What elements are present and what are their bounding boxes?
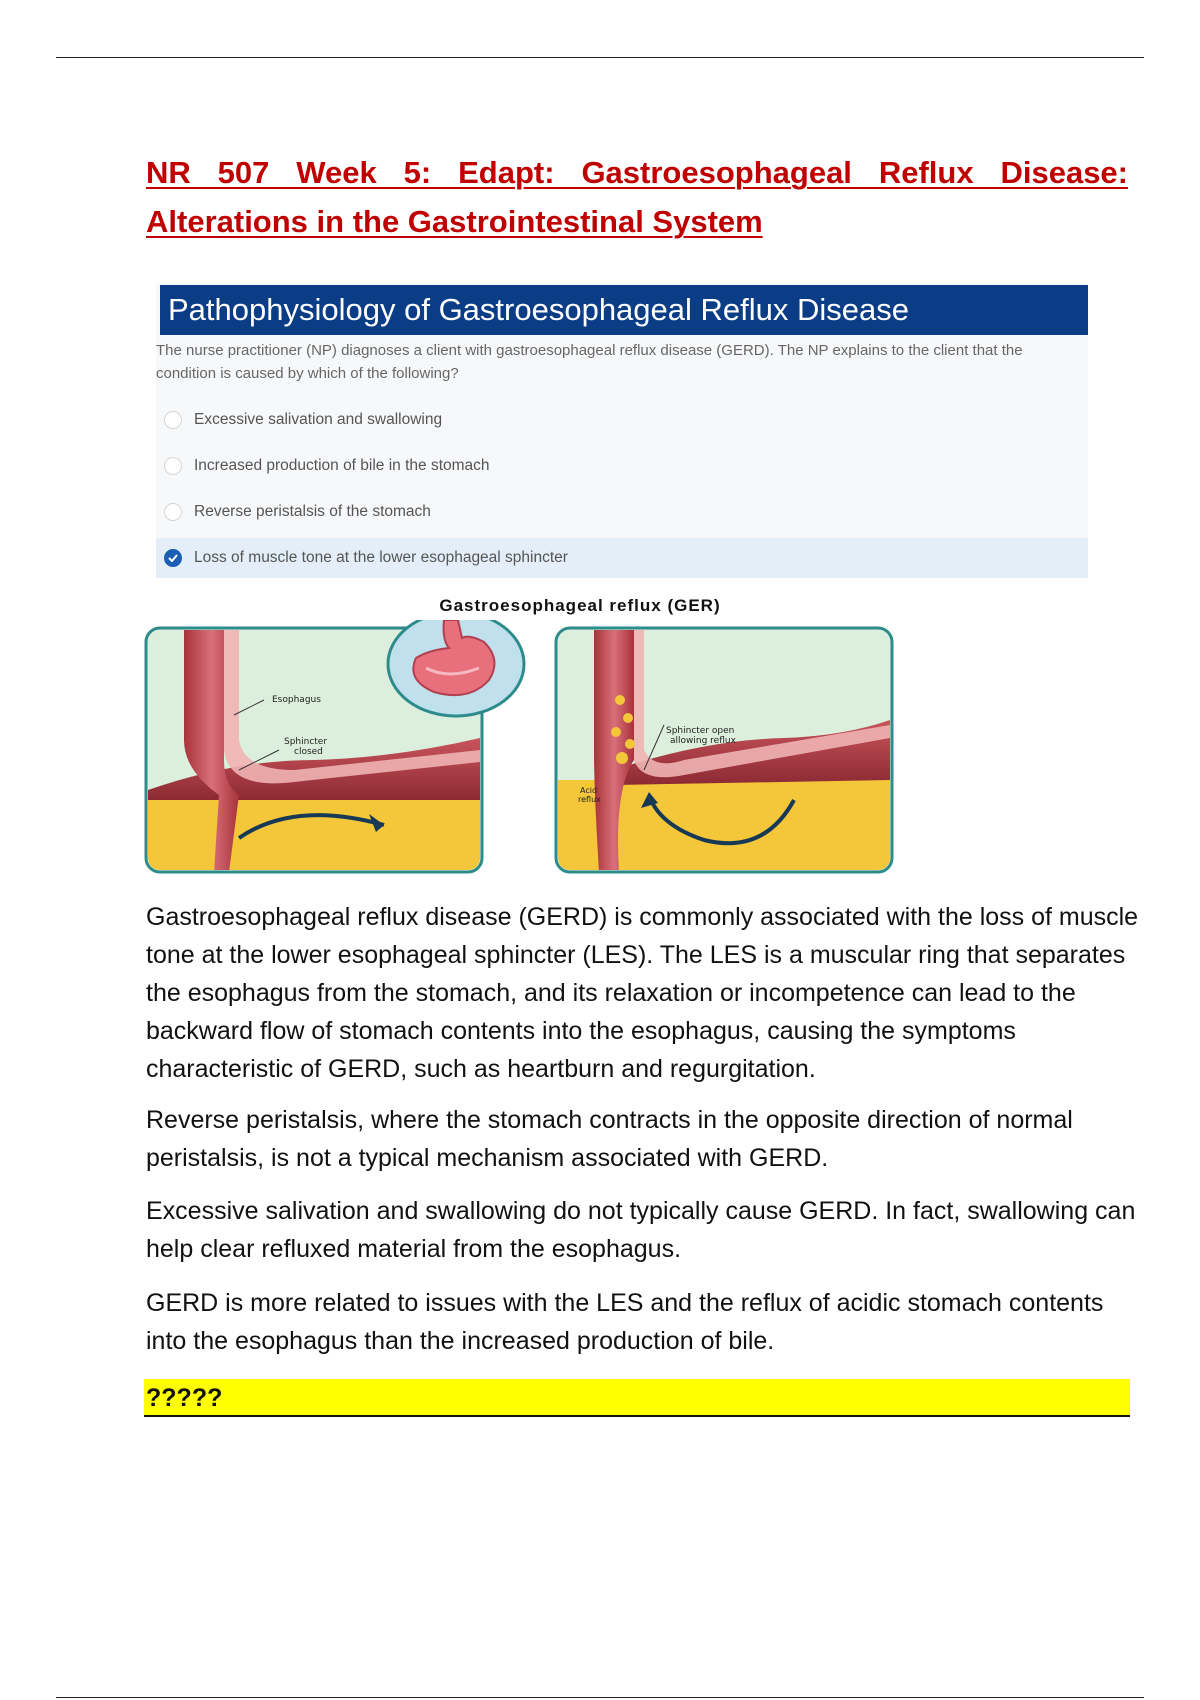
label-sphincter-open-1: Sphincter open [666, 726, 735, 736]
answer-option-label: Loss of muscle tone at the lower esophageal sphincter [194, 549, 568, 566]
label-acid-1: Acid [580, 786, 598, 795]
highlight-bar: ????? [144, 1379, 1130, 1417]
radio-checked-icon[interactable] [164, 549, 182, 567]
radio-unchecked-icon[interactable] [164, 457, 182, 475]
stomach-inset [388, 620, 524, 716]
title-line-2: Alterations in the Gastrointestinal System [146, 204, 763, 239]
document-title [146, 148, 1128, 246]
quiz-question: The nurse practitioner (NP) diagnoses a client with gastroesophageal reflux disease (GERD). The NP explains to the client that the condition is caused by which of the following? [156, 342, 1023, 382]
explanation-paragraph-3: Excessive salivation and swallowing do not typically cause GERD. In fact, swallowing can help clear refluxed material from the esophagus. [146, 1197, 1136, 1263]
radio-unchecked-icon[interactable] [164, 503, 182, 521]
answer-option-label: Excessive salivation and swallowing [194, 411, 443, 428]
illustration-title: Gastroesophageal reflux (GER) [439, 596, 721, 615]
explanation-paragraph-2: Reverse peristalsis, where the stomach contracts in the opposite direction of normal peristalsis, is not a typical mechanism associated with GERD. [146, 1106, 1073, 1172]
answer-option-selected[interactable] [156, 538, 1088, 578]
checkmark-icon [168, 554, 178, 562]
label-sphincter-closed-1: Sphincter [284, 737, 328, 747]
explanation-paragraph-4: GERD is more related to issues with the LES and the reflux of acidic stomach contents into the esophagus than the increased production of bile. [146, 1289, 1104, 1355]
answer-option[interactable] [156, 449, 1088, 483]
explanation-paragraph-1: Gastroesophageal reflux disease (GERD) is commonly associated with the loss of muscle tone at the lower esophageal sphincter (LES). The LES is a muscular ring that separates the esophagus from the stomach, and its relaxation or incompetence can lead to the backward flow of stomach contents into the esophagus, causing the symptoms characteristic of GERD, such as heartburn and regurgitation. [146, 903, 1139, 1083]
quiz-header: Pathophysiology of Gastroesophageal Reflux Disease [160, 285, 1088, 335]
label-sphincter-closed-2: closed [294, 747, 323, 757]
answer-option[interactable] [156, 495, 1088, 529]
quiz-panel [156, 283, 1088, 578]
bottom-rule [56, 1697, 1144, 1698]
title-line-1: NR 507 Week 5: Edapt: Gastroesophageal Reflux Disease: [146, 155, 1128, 190]
answer-option[interactable] [156, 403, 1088, 437]
label-sphincter-open-2: allowing reflux [670, 736, 736, 746]
ger-illustration [144, 620, 904, 875]
radio-unchecked-icon[interactable] [164, 411, 182, 429]
answer-option-label: Increased production of bile in the stomach [194, 457, 490, 474]
label-acid-2: reflux [578, 795, 601, 804]
top-rule [56, 57, 1144, 58]
right-panel [556, 628, 892, 872]
label-esophagus: Esophagus [272, 695, 321, 705]
answer-option-label: Reverse peristalsis of the stomach [194, 503, 431, 520]
